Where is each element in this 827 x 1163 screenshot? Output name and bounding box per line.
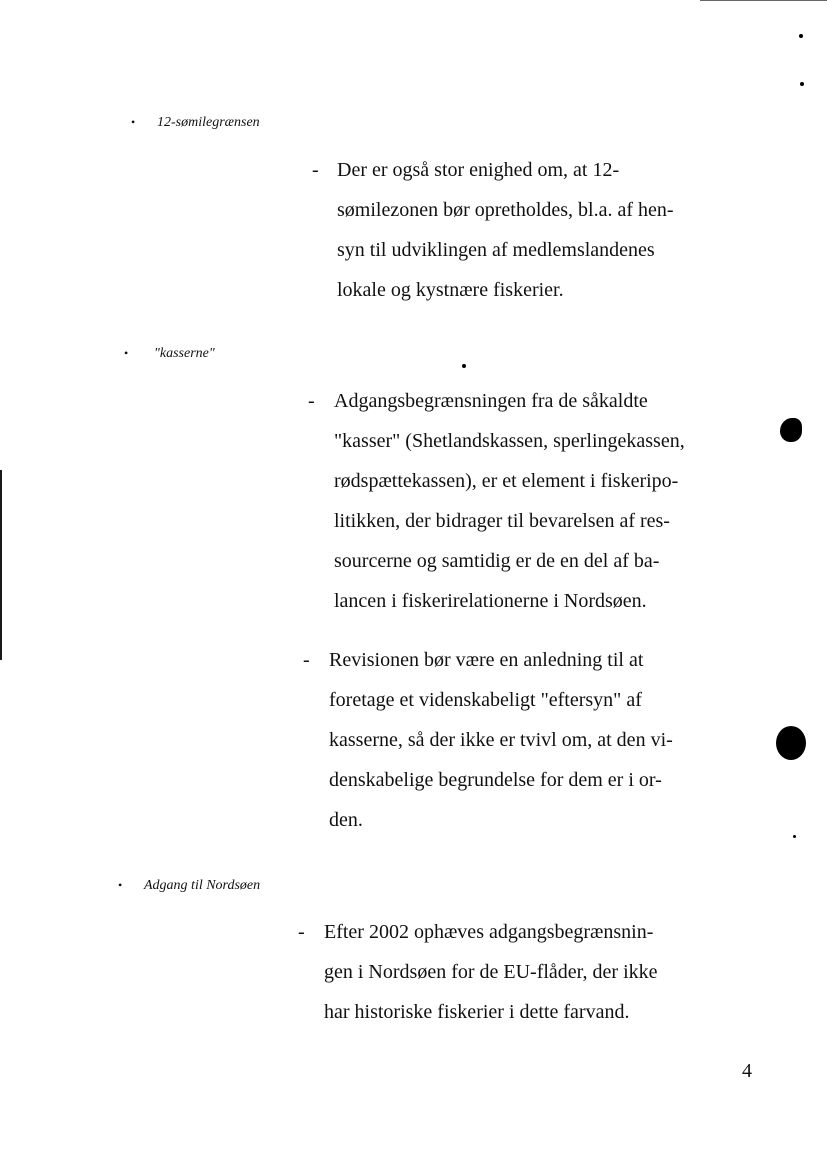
topic-label: "kasserne" (154, 346, 215, 361)
paragraph-line: Der er også stor enighed om, at 12- (337, 159, 620, 181)
paragraph (312, 150, 674, 310)
paragraph-line: rødspættekassen), er et element i fiskeripo- (334, 470, 679, 492)
paragraph-line: den. (329, 809, 363, 831)
paragraph-line: lokale og kystnære fiskerier. (337, 279, 564, 301)
paragraph-line: denskabelige begrundelse for dem er i or- (329, 769, 662, 791)
paragraph (303, 640, 673, 840)
topic-heading (124, 346, 215, 362)
page-number: 4 (742, 1060, 752, 1082)
paragraph-line: foretage et videnskabeligt "eftersyn" af (329, 689, 642, 711)
topic-heading (131, 115, 260, 131)
paragraph-line: sømilezonen bør opretholdes, bl.a. af hen- (337, 199, 674, 221)
binder-hole-mark (780, 418, 802, 442)
scan-speck (799, 34, 803, 38)
paragraph-line: Adgangsbegrænsningen fra de såkaldte (334, 390, 648, 412)
bullet-icon: • (131, 115, 136, 129)
binder-hole-mark (776, 726, 806, 760)
bullet-icon: • (118, 878, 123, 892)
bullet-icon: • (124, 346, 129, 360)
dash-marker: - (298, 921, 305, 943)
topic-label: 12-sømilegrænsen (157, 115, 260, 130)
paragraph-line: "kasser" (Shetlandskassen, sperlingekassen, (334, 430, 685, 452)
topic-heading (118, 878, 260, 894)
scan-edge-line (0, 470, 2, 660)
paragraph-line: sourcerne og samtidig er de en del af ba- (334, 550, 660, 572)
paragraph (298, 912, 658, 1032)
paragraph-line: gen i Nordsøen for de EU-flåder, der ikke (324, 961, 658, 983)
scan-speck (462, 364, 466, 368)
dash-marker: - (308, 390, 315, 412)
paragraph-line: syn til udviklingen af medlemslandenes (337, 239, 655, 261)
topic-label: Adgang til Nordsøen (144, 878, 261, 893)
dash-marker: - (303, 649, 310, 671)
dash-marker: - (312, 159, 319, 181)
paragraph (308, 381, 685, 621)
paragraph-line: litikken, der bidrager til bevarelsen af res- (334, 510, 670, 532)
scan-speck (793, 835, 796, 838)
paragraph-line: lancen i fiskerirelationerne i Nordsøen. (334, 590, 647, 612)
paragraph-line: Revisionen bør være en anledning til at (329, 649, 644, 671)
paragraph-line: kasserne, så der ikke er tvivl om, at den vi- (329, 729, 673, 751)
scan-edge-line (700, 0, 827, 1)
paragraph-line: har historiske fiskerier i dette farvand. (324, 1001, 630, 1023)
scan-speck (800, 82, 804, 86)
paragraph-line: Efter 2002 ophæves adgangsbegrænsnin- (324, 921, 654, 943)
